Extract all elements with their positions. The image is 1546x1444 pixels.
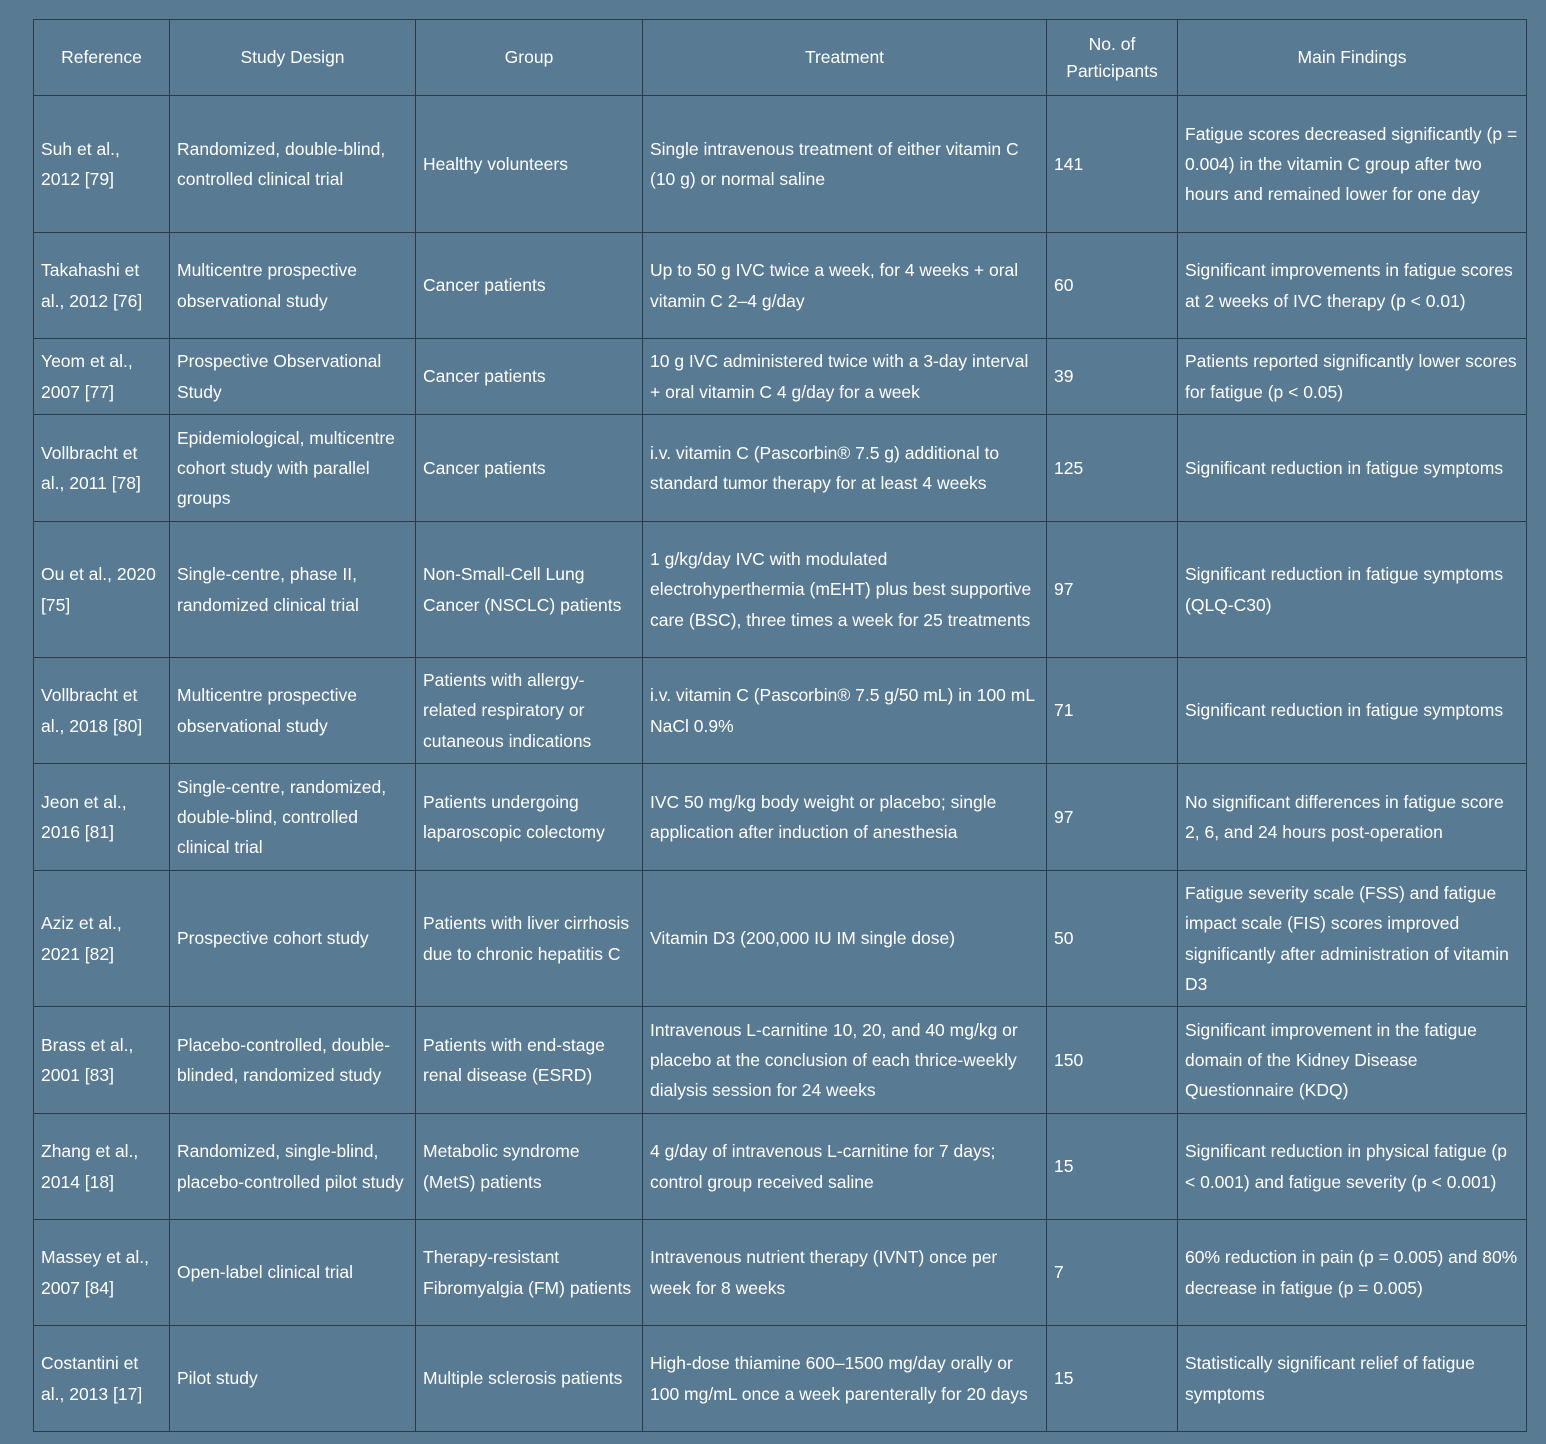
cell-study-design: Single-centre, randomized, double-blind, controlled clinical trial (170, 764, 416, 871)
cell-study-design: Single-centre, phase II, randomized clinical trial (170, 522, 416, 658)
cell-study-design: Multicentre prospective observational study (170, 658, 416, 764)
cell-participants: 125 (1047, 415, 1178, 522)
cell-treatment: Vitamin D3 (200,000 IU IM single dose) (643, 871, 1047, 1007)
cell-main-findings: Fatigue scores decreased significantly (p = 0.004) in the vitamin C group after two hours and remained lower for one day (1178, 96, 1527, 233)
studies-table (33, 19, 1527, 1432)
cell-main-findings: Significant reduction in physical fatigue (p < 0.001) and fatigue severity (p < 0.001) (1178, 1114, 1527, 1220)
cell-study-design: Pilot study (170, 1326, 416, 1432)
cell-group: Therapy-resistant Fibromyalgia (FM) patients (416, 1220, 643, 1326)
header-study-design: Study Design (170, 20, 416, 96)
cell-reference: Costantini et al., 2013 [17] (34, 1326, 170, 1432)
table-row (34, 1326, 1527, 1432)
cell-treatment: Intravenous nutrient therapy (IVNT) once per week for 8 weeks (643, 1220, 1047, 1326)
cell-participants: 71 (1047, 658, 1178, 764)
cell-group: Metabolic syndrome (MetS) patients (416, 1114, 643, 1220)
header-group: Group (416, 20, 643, 96)
table-body (34, 96, 1527, 1432)
cell-participants: 7 (1047, 1220, 1178, 1326)
cell-main-findings: Significant improvements in fatigue scores at 2 weeks of IVC therapy (p < 0.01) (1178, 233, 1527, 339)
cell-reference: Massey et al., 2007 [84] (34, 1220, 170, 1326)
header-row (34, 20, 1527, 96)
cell-group: Cancer patients (416, 233, 643, 339)
cell-participants: 97 (1047, 522, 1178, 658)
cell-treatment: High-dose thiamine 600–1500 mg/day orally or 100 mg/mL once a week parenterally for 20 days (643, 1326, 1047, 1432)
cell-reference: Yeom et al., 2007 [77] (34, 339, 170, 415)
cell-reference: Ou et al., 2020 [75] (34, 522, 170, 658)
table-row (34, 415, 1527, 522)
cell-participants: 15 (1047, 1114, 1178, 1220)
cell-main-findings: Significant reduction in fatigue symptoms (1178, 415, 1527, 522)
cell-participants: 15 (1047, 1326, 1178, 1432)
cell-study-design: Multicentre prospective observational study (170, 233, 416, 339)
cell-treatment: i.v. vitamin C (Pascorbin® 7.5 g/50 mL) in 100 mL NaCl 0.9% (643, 658, 1047, 764)
cell-treatment: Intravenous L-carnitine 10, 20, and 40 mg/kg or placebo at the conclusion of each thrice-weekly dialysis session for 24 weeks (643, 1007, 1047, 1114)
cell-main-findings: Statistically significant relief of fatigue symptoms (1178, 1326, 1527, 1432)
header-participants: No. of Participants (1047, 20, 1178, 96)
table-row (34, 233, 1527, 339)
cell-reference: Zhang et al., 2014 [18] (34, 1114, 170, 1220)
table-row (34, 1220, 1527, 1326)
cell-study-design: Randomized, double-blind, controlled clinical trial (170, 96, 416, 233)
cell-main-findings: Fatigue severity scale (FSS) and fatigue impact scale (FIS) scores improved significantly after administration of vitamin D3 (1178, 871, 1527, 1007)
cell-reference: Takahashi et al., 2012 [76] (34, 233, 170, 339)
cell-group: Cancer patients (416, 339, 643, 415)
cell-main-findings: Significant reduction in fatigue symptoms (1178, 658, 1527, 764)
cell-group: Patients undergoing laparoscopic colectomy (416, 764, 643, 871)
cell-group: Multiple sclerosis patients (416, 1326, 643, 1432)
cell-participants: 150 (1047, 1007, 1178, 1114)
cell-participants: 50 (1047, 871, 1178, 1007)
cell-study-design: Prospective Observational Study (170, 339, 416, 415)
cell-main-findings: No significant differences in fatigue score 2, 6, and 24 hours post-operation (1178, 764, 1527, 871)
cell-treatment: 4 g/day of intravenous L-carnitine for 7 days; control group received saline (643, 1114, 1047, 1220)
header-reference: Reference (34, 20, 170, 96)
cell-participants: 97 (1047, 764, 1178, 871)
cell-treatment: Up to 50 g IVC twice a week, for 4 weeks + oral vitamin C 2–4 g/day (643, 233, 1047, 339)
header-main-findings: Main Findings (1178, 20, 1527, 96)
cell-group: Healthy volunteers (416, 96, 643, 233)
cell-participants: 39 (1047, 339, 1178, 415)
table-row (34, 871, 1527, 1007)
cell-study-design: Randomized, single-blind, placebo-controlled pilot study (170, 1114, 416, 1220)
cell-treatment: i.v. vitamin C (Pascorbin® 7.5 g) additional to standard tumor therapy for at least 4 weeks (643, 415, 1047, 522)
cell-main-findings: Significant reduction in fatigue symptoms (QLQ-C30) (1178, 522, 1527, 658)
cell-main-findings: 60% reduction in pain (p = 0.005) and 80% decrease in fatigue (p = 0.005) (1178, 1220, 1527, 1326)
cell-group: Cancer patients (416, 415, 643, 522)
header-treatment: Treatment (643, 20, 1047, 96)
cell-group: Patients with allergy-related respiratory or cutaneous indications (416, 658, 643, 764)
table-row (34, 1007, 1527, 1114)
cell-group: Patients with liver cirrhosis due to chronic hepatitis C (416, 871, 643, 1007)
cell-study-design: Placebo-controlled, double-blinded, randomized study (170, 1007, 416, 1114)
cell-participants: 141 (1047, 96, 1178, 233)
table-row (34, 522, 1527, 658)
cell-reference: Vollbracht et al., 2011 [78] (34, 415, 170, 522)
cell-reference: Suh et al., 2012 [79] (34, 96, 170, 233)
cell-group: Non-Small-Cell Lung Cancer (NSCLC) patients (416, 522, 643, 658)
cell-reference: Jeon et al., 2016 [81] (34, 764, 170, 871)
table-row (34, 339, 1527, 415)
cell-group: Patients with end-stage renal disease (ESRD) (416, 1007, 643, 1114)
cell-participants: 60 (1047, 233, 1178, 339)
table-row (34, 1114, 1527, 1220)
cell-study-design: Prospective cohort study (170, 871, 416, 1007)
cell-reference: Brass et al., 2001 [83] (34, 1007, 170, 1114)
table-row (34, 658, 1527, 764)
table-header (34, 20, 1527, 96)
cell-treatment: 1 g/kg/day IVC with modulated electrohyperthermia (mEHT) plus best supportive care (BSC), three times a week for 25 treatments (643, 522, 1047, 658)
cell-treatment: Single intravenous treatment of either vitamin C (10 g) or normal saline (643, 96, 1047, 233)
cell-reference: Vollbracht et al., 2018 [80] (34, 658, 170, 764)
cell-treatment: IVC 50 mg/kg body weight or placebo; single application after induction of anesthesia (643, 764, 1047, 871)
table-row (34, 764, 1527, 871)
cell-main-findings: Significant improvement in the fatigue domain of the Kidney Disease Questionnaire (KDQ) (1178, 1007, 1527, 1114)
cell-study-design: Open-label clinical trial (170, 1220, 416, 1326)
table-container (33, 19, 1526, 1432)
cell-study-design: Epidemiological, multicentre cohort study with parallel groups (170, 415, 416, 522)
cell-main-findings: Patients reported significantly lower scores for fatigue (p < 0.05) (1178, 339, 1527, 415)
cell-reference: Aziz et al., 2021 [82] (34, 871, 170, 1007)
table-row (34, 96, 1527, 233)
cell-treatment: 10 g IVC administered twice with a 3-day interval + oral vitamin C 4 g/day for a week (643, 339, 1047, 415)
